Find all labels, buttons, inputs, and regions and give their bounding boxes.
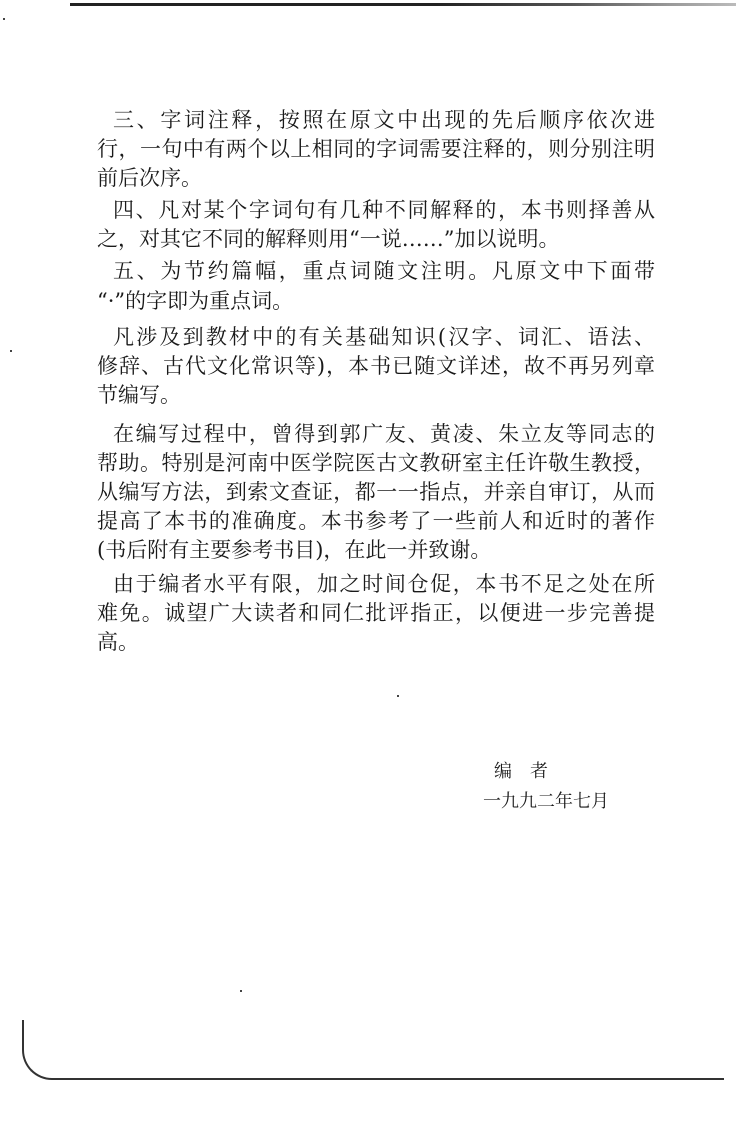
signature-author: 编 者 [494, 761, 548, 782]
text-line: 难免。诚望广大读者和同仁批评指正，以便进一步完善提 [97, 601, 655, 625]
text-line: 由于编者水平有限，加之时间仓促，本书不足之处在所 [113, 572, 655, 596]
text-line: “·”的字即为重点词。 [97, 289, 294, 313]
scan-speck [3, 18, 5, 20]
text-line: (书后附有主要参考书目)，在此一并致谢。 [97, 538, 492, 562]
text-line: 行，一句中有两个以上相同的字词需要注释的，则分别注明 [97, 137, 655, 161]
scan-speck [240, 990, 242, 992]
text-line: 凡涉及到教材中的有关基础知识(汉字、词汇、语法、 [113, 325, 655, 349]
text-line: 在编写过程中，曾得到郭广友、黄凌、朱立友等同志的 [113, 422, 655, 446]
text-line: 修辞、古代文化常识等)，本书已随文详述，故不再另列章 [97, 354, 655, 378]
text-line: 从编写方法，到索文查证，都一一指点，并亲自审订，从而 [97, 480, 655, 504]
text-line: 四、凡对某个字词句有几种不同解释的，本书则择善从 [113, 198, 655, 222]
text-line: 帮助。特别是河南中医学院医古文教研室主任许敬生教授， [97, 451, 655, 475]
text-line: 五、为节约篇幅，重点词随文注明。凡原文中下面带 [113, 259, 655, 283]
text-line: 之，对其它不同的解释则用“一说……”加以说明。 [97, 227, 560, 251]
scan-top-border [70, 3, 736, 6]
text-line: 三、字词注释，按照在原文中出现的先后顺序依次进 [113, 108, 655, 132]
scan-speck [397, 695, 399, 697]
text-line: 高。 [97, 630, 139, 654]
scan-speck [10, 350, 12, 352]
text-line: 前后次序。 [97, 166, 202, 190]
text-line: 节编写。 [97, 383, 181, 407]
text-line: 提高了本书的准确度。本书参考了一些前人和近时的著作 [97, 509, 655, 533]
scan-bottom-border [22, 1020, 724, 1080]
signature-date: 一九九二年七月 [483, 791, 609, 812]
